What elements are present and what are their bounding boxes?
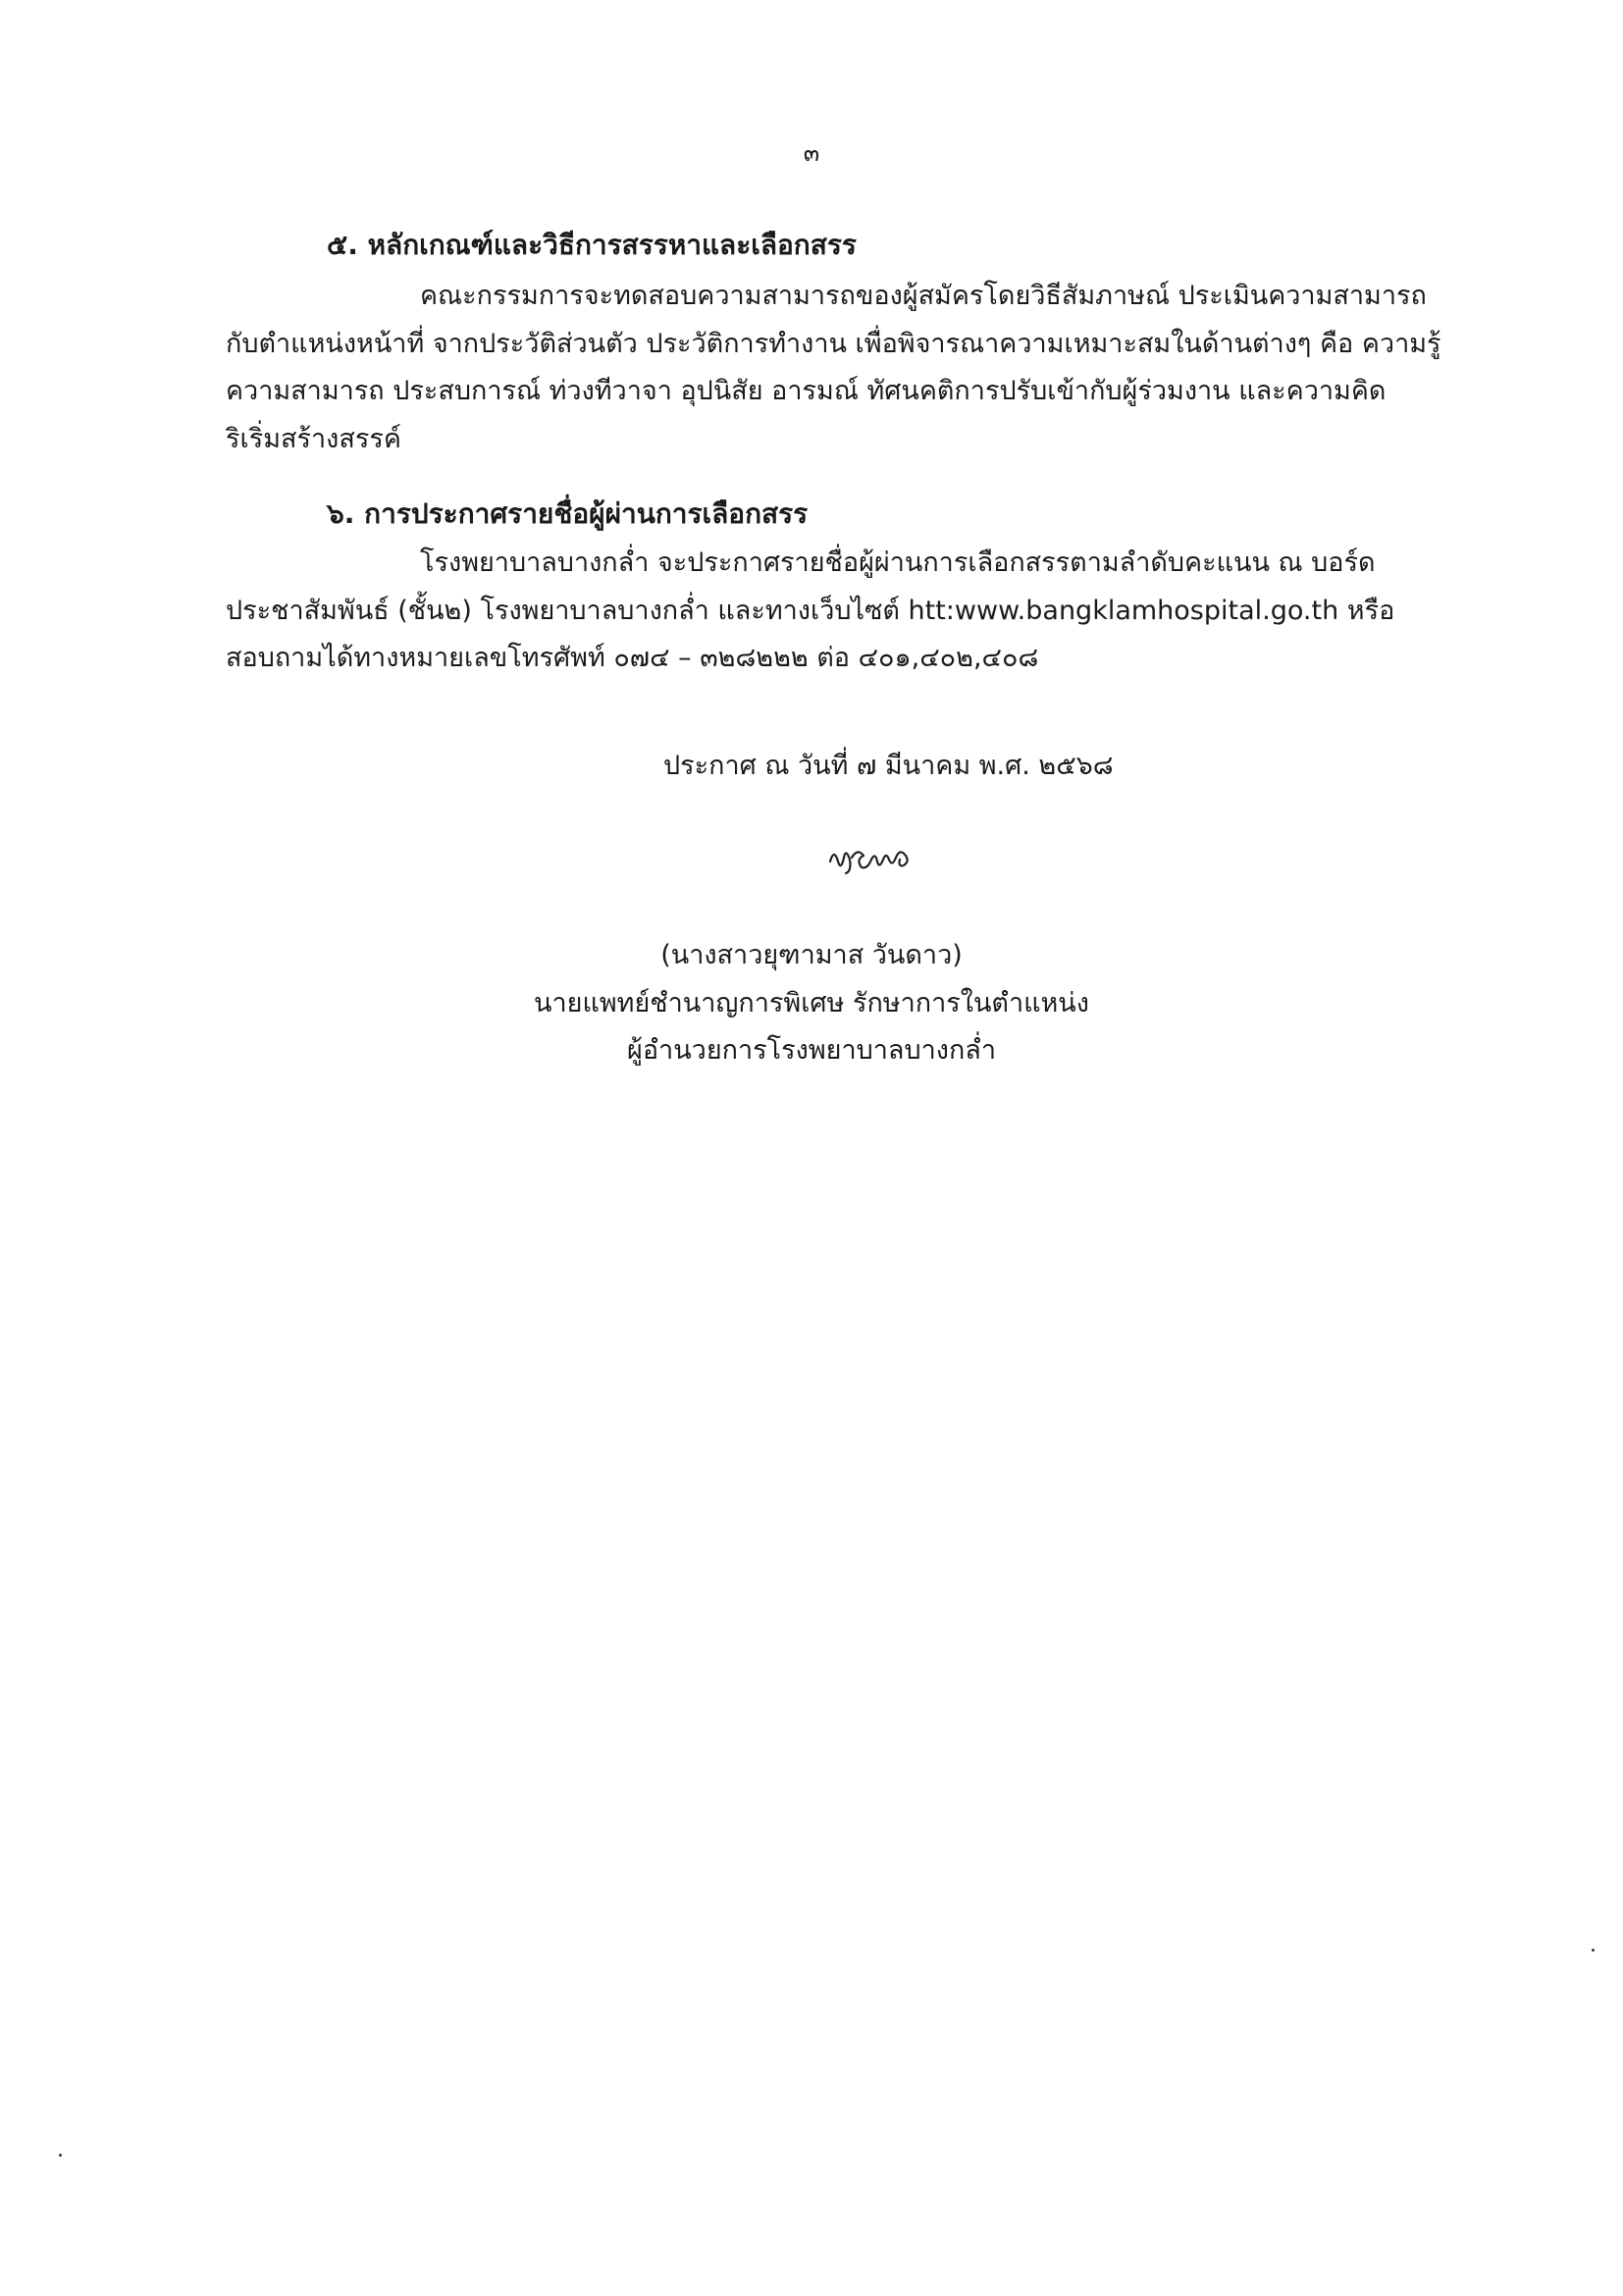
paragraph-line: กับตำแหน่งหน้าที่ จากประวัติส่วนตัว ประวัติการทำงาน เพื่อพิจารณาความเหมาะสมในด้านต่างๆ คือ ความรู้ xyxy=(226,328,1441,359)
page-number: ๓ xyxy=(803,139,820,167)
signatory-title: นายแพทย์ชำนาญการพิเศษ รักษาการในตำแหน่ง xyxy=(534,987,1089,1018)
section-body-announcement xyxy=(226,540,1464,683)
signatory-position: ผู้อำนวยการโรงพยาบาลบางกล่ำ xyxy=(627,1035,996,1067)
paragraph-line: คณะกรรมการจะทดสอบความสามารถของผู้สมัครโดยวิธีสัมภาษณ์ ประเมินความสามารถ xyxy=(420,281,1427,311)
announcement-date: ประกาศ ณ วันที่ ๗ มีนาคม พ.ศ. ๒๕๖๘ xyxy=(663,751,1114,781)
paragraph-line: โรงพยาบาลบางกล่ำ จะประกาศรายชื่อผู้ผ่านการเลือกสรรตามลำดับคะแนน ณ บอร์ด xyxy=(420,548,1376,578)
signatory-block xyxy=(0,932,1623,1075)
paragraph-line: ความสามารถ ประสบการณ์ ท่วงทีวาจา อุปนิสัย อารมณ์ ทัศนคติการปรับเข้ากับผู้ร่วมงาน และความคิด xyxy=(226,376,1387,407)
paragraph-line: ประชาสัมพันธ์ (ชั้น๒) โรงพยาบาลบางกล่ำ และทางเว็บไซต์ htt:www.bangklamhospital.go.th หรือ xyxy=(226,595,1395,626)
paragraph-line: สอบถามได้ทางหมายเลขโทรศัพท์ ๐๗๔ – ๓๒๘๒๒๒ ต่อ ๔๐๑,๔๐๒,๔๐๘ xyxy=(226,643,1039,674)
scan-speck xyxy=(1592,1949,1595,1952)
signature-image xyxy=(824,834,962,883)
signatory-name: (นางสาวยุฑามาส วันดาว) xyxy=(660,940,963,970)
scan-speck xyxy=(59,2154,62,2157)
section-heading-criteria: ๕. หลักเกณฑ์และวิธีการสรรหาและเลือกสรร xyxy=(327,229,857,261)
section-body-criteria xyxy=(226,273,1464,463)
section-heading-announcement: ๖. การประกาศรายชื่อผู้ผ่านการเลือกสรร xyxy=(327,497,809,530)
paragraph-line: ริเริ่มสร้างสรรค์ xyxy=(226,423,401,454)
